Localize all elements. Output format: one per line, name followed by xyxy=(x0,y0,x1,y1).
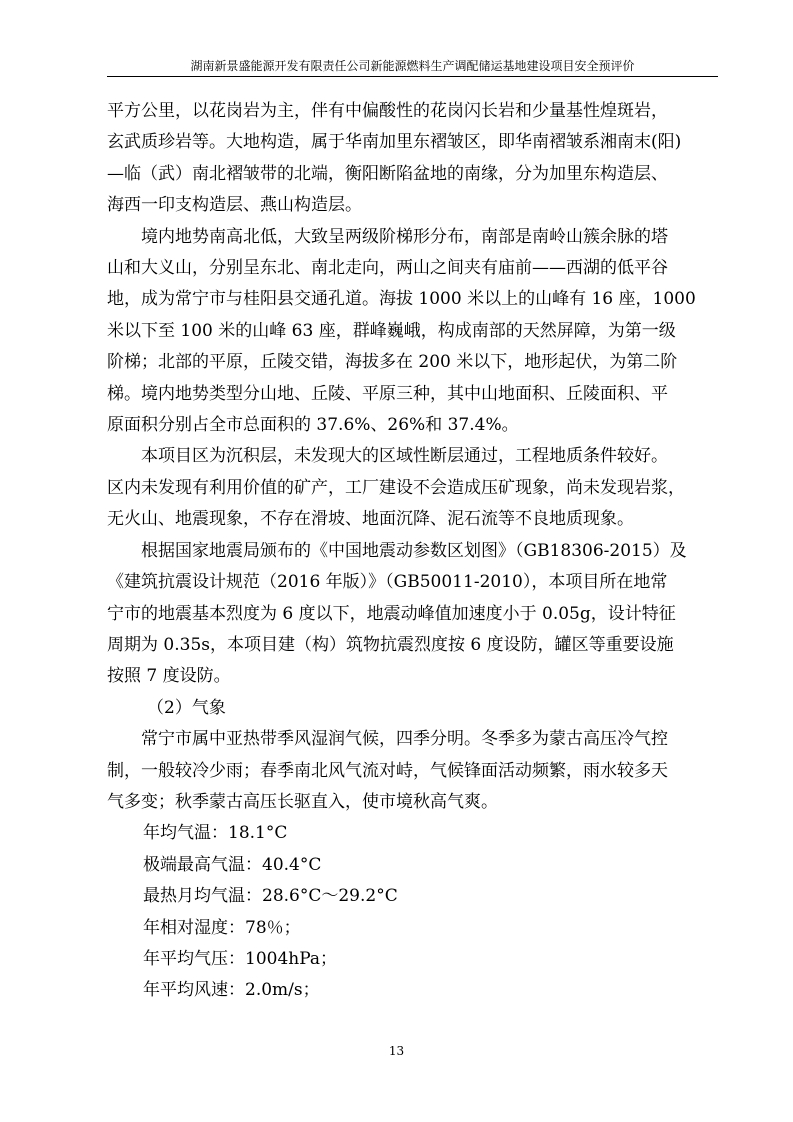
page-header: 湖南新景盛能源开发有限责任公司新能源燃料生产调配储运基地建设项目安全预评价 xyxy=(190,59,635,73)
text-line: 山和大义山，分别呈东北、南北走向，两山之间夹有庙前——西湖的低平谷 xyxy=(107,258,668,279)
climate-hottest-month-temperature: 最热月均气温：28.6°C～29.2°C xyxy=(143,886,398,907)
climate-air-pressure: 年平均气压：1004hPa； xyxy=(143,948,338,969)
text-line: 海西一印支构造层、燕山构造层。 xyxy=(107,195,362,216)
climate-annual-temperature: 年均气温：18.1°C xyxy=(143,823,288,844)
text-line: 平方公里，以花岗岩为主，伴有中偏酸性的花岗闪长岩和少量基性煌斑岩， xyxy=(107,101,668,121)
header-divider xyxy=(107,76,718,77)
text-line: 玄武质珍岩等。大地构造，属于华南加里东褶皱区，即华南褶皱系湘南末(阳) xyxy=(107,132,682,153)
text-line: 本项目区为沉积层，未发现大的区域性断层通过，工程地质条件较好。 xyxy=(141,446,668,467)
text-line: 《建筑抗震设计规范（2016 年版）》（GB50011-2010），本项目所在地常 xyxy=(107,572,668,593)
text-line: 区内未发现有利用价值的矿产，工厂建设不会造成压矿现象，尚未发现岩浆， xyxy=(107,477,685,498)
page-number: 13 xyxy=(388,1044,405,1058)
climate-relative-humidity: 年相对湿度：78％； xyxy=(143,917,301,938)
text-line: 阶梯；北部的平原，丘陵交错，海拔多在 200 米以下，地形起伏，为第二阶 xyxy=(107,352,678,373)
text-line: 气多变；秋季蒙古高压长驱直入，使市境秋高气爽。 xyxy=(107,791,498,812)
document-body xyxy=(107,96,697,1007)
text-line: 按照 7 度设防。 xyxy=(107,666,231,687)
text-line: 境内地势南高北低，大致呈两级阶梯形分布，南部是南岭山簇余脉的塔 xyxy=(141,226,668,247)
text-line: 宁市的地震基本烈度为 6 度以下，地震动峰值加速度小于 0.05g，设计特征 xyxy=(107,603,676,624)
text-line: —临（武）南北褶皱带的北端，衡阳断陷盆地的南缘，分为加里东构造层、 xyxy=(107,163,668,184)
paragraph-seismic xyxy=(107,536,697,693)
text-line: 梯。境内地势类型分山地、丘陵、平原三种，其中山地面积、丘陵面积、平 xyxy=(107,383,668,404)
climate-wind-speed: 年平均风速：2.0m/s； xyxy=(143,980,320,1001)
text-line: 原面积分别占全市总面积的 37.6%、26%和 37.4%。 xyxy=(107,415,519,436)
text-line: 米以下至 100 米的山峰 63 座，群峰巍峨，构成南部的天然屏障，为第一级 xyxy=(107,320,676,341)
text-line: 周期为 0.35s，本项目建（构）筑物抗震烈度按 6 度设防，罐区等重要设施 xyxy=(107,634,674,655)
text-line: 常宁市属中亚热带季风湿润气候，四季分明。冬季多为蒙古高压冷气控 xyxy=(141,729,668,750)
text-line: 根据国家地震局颁布的《中国地震动参数区划图》（GB18306-2015）及 xyxy=(141,540,687,561)
paragraph-climate xyxy=(107,724,697,818)
text-line: 制，一般较冷少雨；春季南北风气流对峙，气候锋面活动频繁，雨水较多天 xyxy=(107,760,668,781)
text-line: 地，成为常宁市与桂阳县交通孔道。海拔 1000 米以上的山峰有 16 座，1000 xyxy=(107,289,696,310)
paragraph-engineering-geology xyxy=(107,441,697,535)
text-line: 无火山、地震现象，不存在滑坡、地面沉降、泥石流等不良地质现象。 xyxy=(107,509,634,530)
paragraph-geology xyxy=(107,96,697,222)
climate-max-temperature: 极端最高气温：40.4°C xyxy=(143,854,322,875)
section-heading-climate: （2）气象 xyxy=(147,697,226,718)
paragraph-terrain xyxy=(107,222,697,442)
